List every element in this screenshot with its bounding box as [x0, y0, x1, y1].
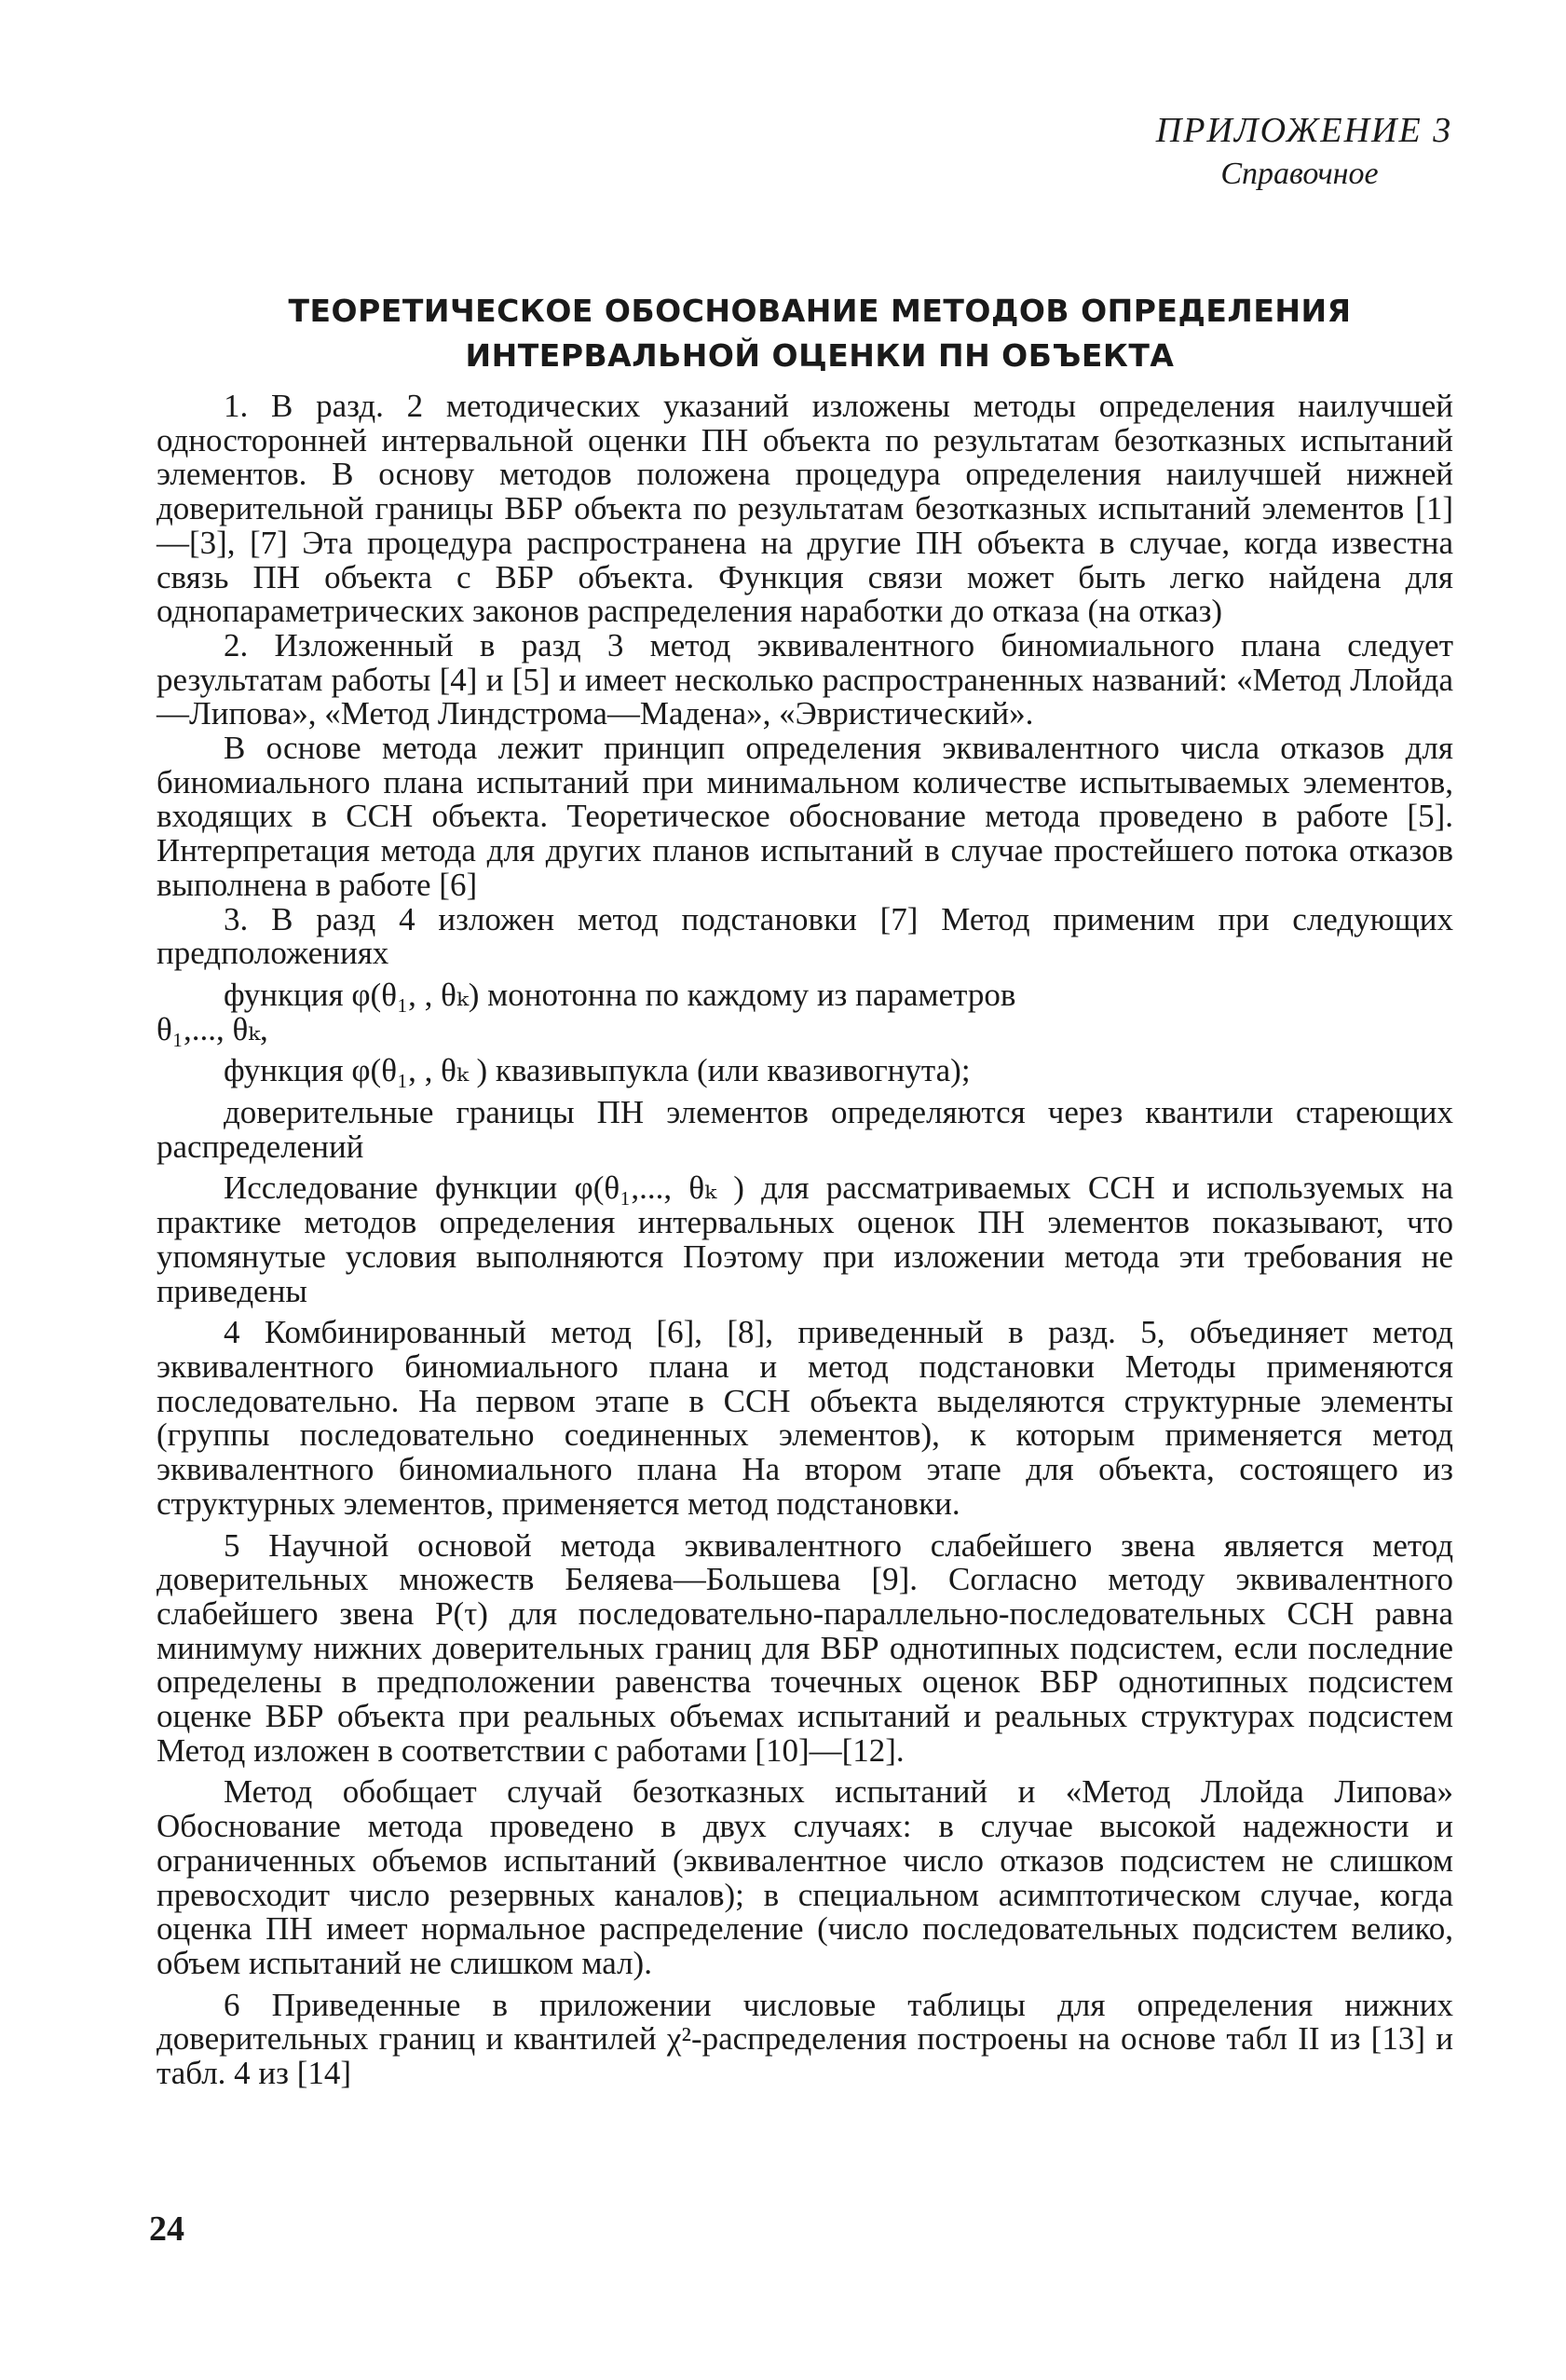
- page-number: 24: [149, 2209, 184, 2249]
- appendix-label: ПРИЛОЖЕНИЕ 3: [1155, 111, 1453, 150]
- condition-item: доверительные границы ПН элементов определяются через квантили стареющих распределений: [157, 1094, 1453, 1165]
- appendix-note: Справочное: [1220, 157, 1379, 191]
- paragraph: 2. Изложенный в разд 3 метод эквивалентного биномиального плана следует результатам работы [4] и [5] и имеет несколько распространенных названий: «Метод Ллойда—Липова», «Метод Линдстрома—Мадена», «Эвристический».: [157, 626, 1453, 732]
- section-title: [233, 289, 1407, 378]
- paragraph: Исследование функции φ(θ₁,..., θₖ ) для рассматриваемых ССН и используемых на практике методов определения интервальных оценок ПН элементов показывают, что упомянутые условия выполняются Поэтому при изложении метода эти требования не приведены: [157, 1169, 1453, 1309]
- title-line-2: ИНТЕРВАЛЬНОЙ ОЦЕНКИ ПН ОБЪЕКТА: [465, 337, 1175, 374]
- paragraph: В основе метода лежит принцип определения эквивалентного числа отказов для биномиального плана испытаний при минимальном количестве испытываемых элементов, входящих в ССН объекта. Теоретическое обоснование метода проведено в работе [5]. Интерпретация метода для других планов испытаний в случае простейшего потока отказов выполнена в работе [6]: [157, 730, 1453, 903]
- paragraph: 6 Приведенные в приложении числовые таблицы для определения нижних доверительных границ и квантилей χ²-распределения построены на основе табл II из [13] и табл. 4 из [14]: [157, 1986, 1453, 2092]
- body-text: [157, 390, 1453, 2091]
- paragraph: Метод обобщает случай безотказных испытаний и «Метод Ллойда Липова» Обоснование метода проведено в двух случаях: в случае высокой надежности и ограниченных объемов испытаний (эквивалентное число отказов подсистем не слишком превосходит число резервных каналов); в специальном асимптотическом случае, когда оценка ПН имеет нормальное распределение (число последовательных подсистем велико, объем испытаний не слишком мал).: [157, 1773, 1453, 1981]
- condition-item-continued: θ₁,..., θₖ,: [157, 1010, 268, 1047]
- paragraph: 4 Комбинированный метод [6], [8], приведенный в разд. 5, объединяет метод эквивалентного биномиального плана и метод подстановки Методы применяются последовательно. На первом этапе в ССН объекта выделяются структурные элементы (группы последовательно соединенных элементов), к которым применяется метод эквивалентного биномиального плана На втором этапе для объекта, состоящего из структурных элементов, применяется метод подстановки.: [157, 1314, 1453, 1522]
- condition-item: функция φ(θ₁, , θₖ ) квазивыпукла (или квазивогнута);: [224, 1052, 971, 1089]
- paragraph: 3. В разд 4 изложен метод подстановки [7] Метод применим при следующих предположениях: [157, 900, 1453, 972]
- paragraph: 1. В разд. 2 методических указаний изложены методы определения наилучшей односторонней интервальной оценки ПН объекта по результатам безотказных испытаний элементов. В основу методов положена процедура определения наилучшей нижней доверительной границы ВБР объекта по результатам безотказных испытаний элементов [1]—[3], [7] Эта процедура распространена на другие ПН объекта в случае, когда известна связь ПН объекта с ВБР объекта. Функция связи может быть легко найдена для однопараметрических законов распределения наработки до отказа (на отказ): [157, 388, 1453, 630]
- title-line-1: ТЕОРЕТИЧЕСКОЕ ОБОСНОВАНИЕ МЕТОДОВ ОПРЕДЕЛЕНИЯ: [288, 293, 1352, 329]
- paragraph: 5 Научной основой метода эквивалентного слабейшего звена является метод доверительных множеств Беляева—Большева [9]. Согласно методу эквивалентного слабейшего звена P(τ) для последовательно-параллельно-последовательных ССН равна минимуму нижних доверительных границ для ВБР однотипных подсистем, если последние определены в предположении равенства точечных оценок ВБР однотипных подсистем оценке ВБР объекта при реальных объемах испытаний и реальных структурах подсистем Метод изложен в соответствии с работами [10]—[12].: [157, 1526, 1453, 1769]
- condition-item: функция φ(θ₁, , θₖ) монотонна по каждому из параметров: [224, 976, 1016, 1013]
